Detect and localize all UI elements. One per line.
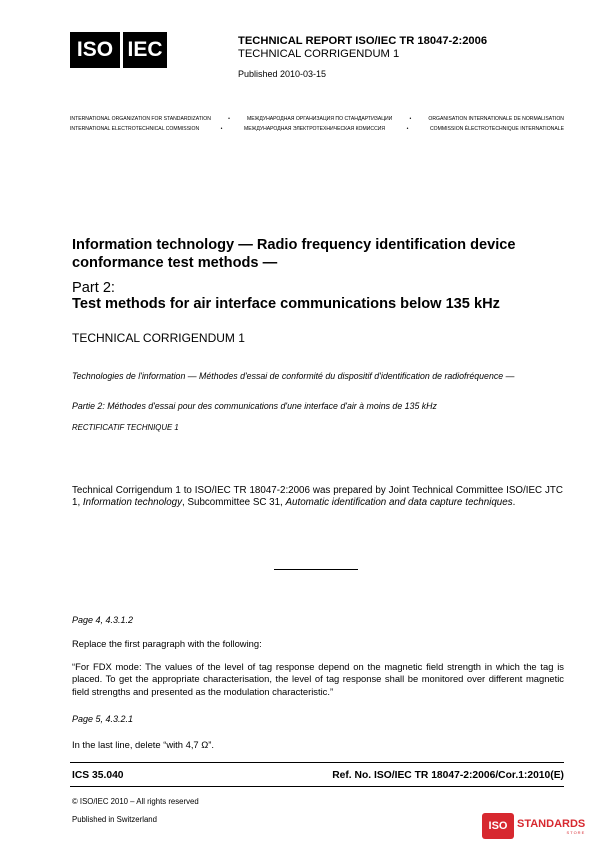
watermark-subtext: STORE: [566, 829, 586, 835]
correction-location-1: Page 4, 4.3.1.2: [72, 615, 134, 625]
report-subtitle: TECHNICAL CORRIGENDUM 1: [238, 48, 400, 60]
intro-paragraph: [72, 485, 563, 510]
footer-rule-bottom: [70, 786, 564, 787]
standards-store-watermark: [482, 813, 585, 839]
organizations-row-1: [70, 116, 564, 122]
intro-subcommittee-name: Automatic identification and data capture techniques: [285, 497, 513, 509]
bullet-separator: •: [228, 116, 230, 122]
iso-iec-logo: [70, 32, 167, 68]
watermark-text-block: [517, 818, 585, 835]
watermark-text: STANDARDS: [517, 817, 586, 830]
corrigendum-label: TECHNICAL CORRIGENDUM 1: [72, 331, 245, 345]
org-iec-ru: МЕЖДУНАРОДНАЯ ЭЛЕКТРОТЕХНИЧЕСКАЯ КОМИССИЯ: [243, 126, 386, 132]
org-iso-ru: МЕЖДУНАРОДНАЯ ОРГАНИЗАЦИЯ ПО СТАНДАРТИЗАЦИИ: [246, 116, 393, 122]
report-title: TECHNICAL REPORT ISO/IEC TR 18047-2:2006: [238, 35, 488, 47]
org-iso-en: INTERNATIONAL ORGANIZATION FOR STANDARDIZATION: [70, 116, 211, 122]
footer-rule-top: [70, 762, 564, 763]
ics-code: ICS 35.040: [72, 770, 124, 781]
copyright-notice: © ISO/IEC 2010 – All rights reserved: [72, 797, 199, 806]
bullet-separator: •: [409, 116, 412, 122]
part-title: Test methods for air interface communications below 135 kHz: [72, 296, 500, 312]
intro-text-3: .: [512, 497, 516, 509]
french-part-title: Partie 2: Méthodes d'essai pour des communications d'une interface d'air à moins de 135 kHz: [72, 401, 437, 411]
intro-text-1: Technical Corrigendum 1 to ISO/IEC TR 18047-2:2006 was prepared by Joint Technical Committee ISO/IEC JTC 1,: [72, 485, 563, 509]
correction-instruction-1: Replace the first paragraph with the following:: [72, 638, 262, 649]
iso-logo: ISO: [70, 32, 120, 68]
document-title: Information technology — Radio frequency identification device conformance test methods —: [72, 237, 516, 271]
org-iso-fr: ORGANISATION INTERNATIONALE DE NORMALISATION: [428, 116, 564, 122]
reference-number: Ref. No. ISO/IEC TR 18047-2:2006/Cor.1:2010(E): [332, 770, 564, 781]
replacement-paragraph: “For FDX mode: The values of the level of tag response depend on the magnetic field strength in which the tag is placed. To get the appropriate characterisation, the level of tag response shall be monitored over different magnetic field strengths and presented as the modulation characteristic.”: [72, 661, 564, 697]
intro-committee-name: Information technology: [82, 497, 183, 509]
french-title: Technologies de l'information — Méthodes d'essai de conformité du dispositif d'identification de radiofréquence —: [72, 371, 515, 381]
published-in: Published in Switzerland: [72, 815, 157, 824]
intro-text-2: , Subcommittee SC 31,: [182, 497, 286, 509]
part-label: Part 2:: [72, 280, 115, 296]
bullet-separator: •: [220, 126, 223, 132]
correction-location-2: Page 5, 4.3.2.1: [72, 714, 134, 724]
published-date: Published 2010-03-15: [238, 69, 327, 79]
section-divider: [274, 569, 358, 570]
french-corrigendum-label: RECTIFICATIF TECHNIQUE 1: [72, 423, 179, 432]
organizations-row-2: [70, 126, 564, 132]
watermark-iso-logo: ISO: [482, 813, 514, 839]
correction-instruction-2: In the last line, delete “with 4,7 Ω”.: [72, 739, 214, 750]
bullet-separator: •: [406, 126, 409, 132]
iec-logo: IEC: [123, 32, 167, 68]
org-iec-en: INTERNATIONAL ELECTROTECHNICAL COMMISSION: [70, 126, 200, 132]
org-iec-fr: COMMISSION ÉLECTROTECHNIQUE INTERNATIONALE: [429, 126, 564, 132]
